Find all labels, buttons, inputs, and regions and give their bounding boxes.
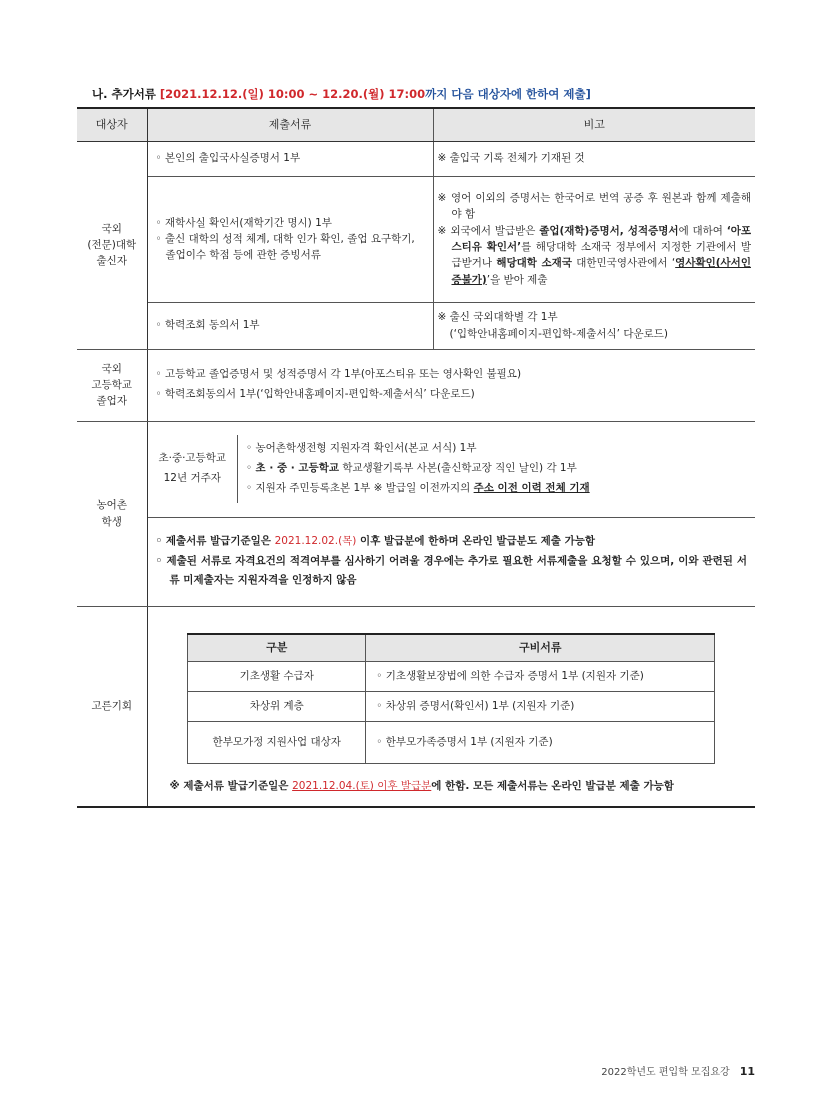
univ-doc-2: ◦ 재학사실 확인서(재학기간 명시) 1부 ◦ 출신 대학의 성적 체계, 대학 인가 확인, 졸업 요구학기, 졸업이수 학점 등에 관한 증빙서류 xyxy=(147,176,433,302)
table-row: 한부모가정 지원사업 대상자 ◦ 한부모가족증명서 1부 (지원자 기준) xyxy=(188,722,715,764)
univ-doc-3: ◦ 학력조회 동의서 1부 xyxy=(147,302,433,349)
col-target-header: 대상자 xyxy=(77,108,147,141)
heading-period: [2021.12.12.(일) 10:00 ~ 12.20.(월) 17:00 xyxy=(159,87,426,101)
univ-note-3: ※ 출신 국외대학별 각 1부 (‘입학안내홈페이지-편입학-제출서식’ 다운로드) xyxy=(433,302,755,349)
category-equal: 고른기회 xyxy=(77,606,147,807)
table-header-row xyxy=(77,108,755,141)
table-row: 차상위 계층 ◦ 차상위 증명서(확인서) 1부 (지원자 기준) xyxy=(188,692,715,722)
page-footer xyxy=(601,1063,755,1078)
highschool-docs: ◦ 고등학교 졸업증명서 및 성적증명서 각 1부(아포스티유 또는 영사확인 불필요) ◦ 학력조회동의서 1부(‘입학안내홈페이지-편입학-제출서식’ 다운로드) xyxy=(147,349,755,421)
equal-note: ※ 제출서류 발급기준일은 2021.12.04.(토) 이후 발급분에 한함. 모든 제출서류는 온라인 발급분 제출 가능함 xyxy=(169,780,674,792)
col-note-header: 비고 xyxy=(433,108,755,141)
equal-head-v: 구비서류 xyxy=(366,634,715,662)
col-docs-header: 제출서류 xyxy=(147,108,433,141)
table-row xyxy=(77,421,755,517)
univ-note-2: ※ 영어 이외의 증명서는 한국어로 번역 공증 후 원본과 함께 제출해야 함 ※ 외국에서 발급받은 졸업(재학)증명서, 성적증명서에 대하여 ‘아포스티유 확인서’를 해당대학 소재국 정부에서 지정한 기관에서 발급받거나 해당대학 소재국 대한민국영사관에서 ‘영사확인(사서인증불가)’을 받아 제출 xyxy=(433,176,755,302)
table-row xyxy=(77,141,755,176)
table-row xyxy=(77,302,755,349)
equal-docs-table xyxy=(187,633,715,765)
additional-docs-table xyxy=(77,107,755,808)
equal-head-k: 구분 xyxy=(188,634,366,662)
rural-subcategory: 초·중·고등학교 12년 거주자 xyxy=(148,435,238,503)
table-row xyxy=(77,176,755,302)
footer-text: 2022학년도 편입학 모집요강 xyxy=(601,1067,730,1078)
table-row xyxy=(77,349,755,421)
univ-doc-1: ◦ 본인의 출입국사실증명서 1부 xyxy=(147,141,433,176)
category-univ: 국외 (전문)대학 출신자 xyxy=(77,141,147,349)
section-heading xyxy=(92,86,591,102)
table-row xyxy=(77,517,755,606)
heading-suffix: 까지 다음 대상자에 한하여 제출] xyxy=(425,87,591,101)
rural-docs: ◦ 농어촌학생전형 지원자격 확인서(본교 서식) 1부 ◦ 초 · 중 · 고등학교 학교생활기록부 사본(출신학교장 직인 날인) 각 1부 ◦ 지원자 주민등록초본 1부 ※ 발급일 이전까지의 주소 이전 이력 전체 기재 xyxy=(246,442,590,494)
table-row xyxy=(77,606,755,807)
category-highschool: 국외 고등학교 졸업자 xyxy=(77,349,147,421)
page-number: 11 xyxy=(739,1065,755,1078)
table-row: 기초생활 수급자 ◦ 기초생활보장법에 의한 수급자 증명서 1부 (지원자 기준) xyxy=(188,662,715,692)
category-rural: 농어촌 학생 xyxy=(77,421,147,606)
heading-prefix: 나. 추가서류 xyxy=(92,87,160,101)
equal-cell xyxy=(147,606,755,807)
univ-note-1: ※ 출입국 기록 전체가 기재된 것 xyxy=(433,141,755,176)
rural-notes: ◦ 제출서류 발급기준일은 2021.12.02.(목) 이후 발급분에 한하며 온라인 발급분도 제출 가능함 ◦ 제출된 서류로 자격요건의 적격여부를 심사하기 어려울 경우에는 추가로 필요한 서류제출을 요청할 수 있으며, 이와 관련된 서류 미제출자는 지원자격을 인정하지 않음 xyxy=(147,517,755,606)
rural-residence-cell xyxy=(147,421,755,517)
